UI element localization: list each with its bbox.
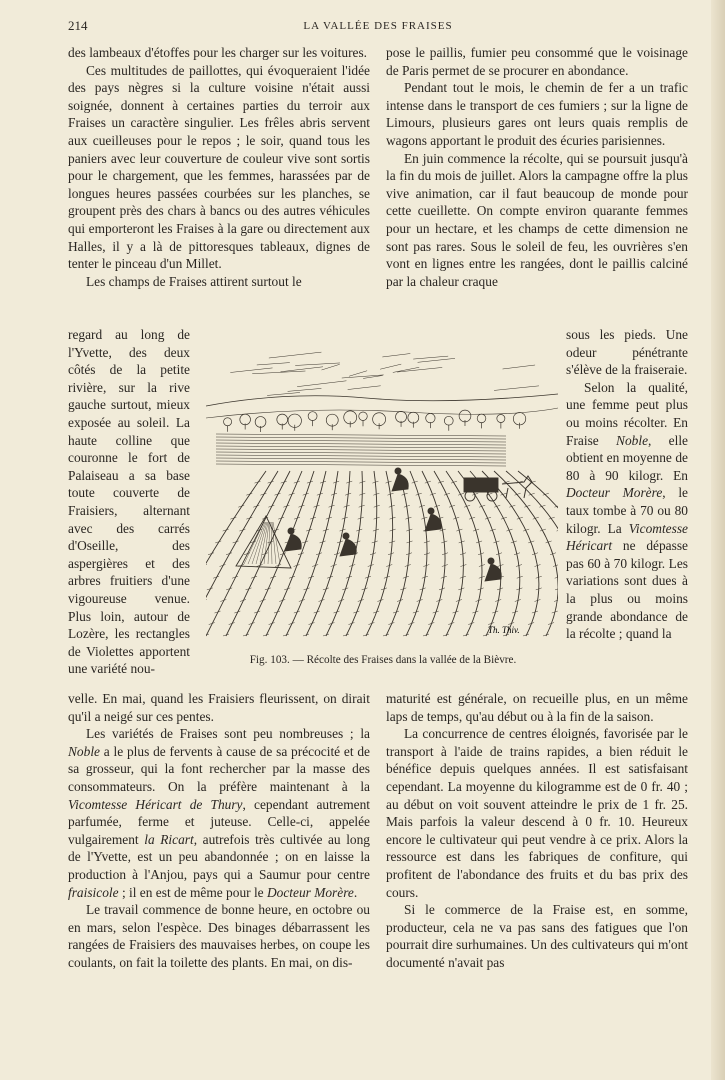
field-rows <box>206 434 558 636</box>
running-title: LA VALLÉE DES FRAISES <box>303 20 453 32</box>
strawberry-row <box>422 471 445 636</box>
sky-stroke <box>418 358 455 362</box>
harvester-body <box>425 514 441 531</box>
sky-stroke <box>257 363 290 365</box>
plant-mark <box>555 588 558 590</box>
strawberry-row <box>366 471 393 636</box>
tree <box>497 414 505 422</box>
tree <box>426 413 435 422</box>
sky-stroke <box>380 364 401 369</box>
harvester-body <box>392 474 408 491</box>
tree <box>477 414 486 423</box>
harvester-body <box>485 564 501 581</box>
sky-stroke <box>295 363 340 366</box>
paragraph: Les champs de Fraises attirent surtout le <box>86 273 302 289</box>
sky-stroke <box>322 364 340 370</box>
paragraph: En juin commence la récolte, qui se poursuit jusqu'à la fin du mois de juillet. Alors la campagne offre la plus vive animation, car il faut beaucoup de monde pour cette cueillette. On compte environ quarante femmes pour un hectare, et les champs de cette dimension ne sont pas rares. Sous le soleil de feu, les ouvrières s'en vont en lignes entre les rangées, dont le paillis calciné par la chaleur craque <box>386 150 688 289</box>
field-hatch <box>216 455 506 457</box>
field-hatch <box>216 434 506 436</box>
paragraph: Si le commerce de la Fraise est, en somme, producteur, cela ne va pas sans des fatigues que l'on pourrait dire surhumaines. Un des cultivateurs qui m'ont documenté n'avait pas <box>386 902 688 970</box>
paragraph: Le travail commence de bonne heure, en octobre ou en mars, selon l'espèce. Des binages débarrassent les rangées de Fraisiers des mauvaises herbes, on coupe les coulants, on fait la toilette des plants. En mai, on dis- <box>68 902 370 970</box>
harvester-head <box>288 528 295 535</box>
paragraph: pose le paillis, fumier peu consommé que le voisinage de Paris permet de se procurer en abondance. <box>386 45 688 78</box>
right-column-top <box>386 44 688 290</box>
artist-signature: Th. Thiv. <box>488 625 520 635</box>
field-hatch <box>216 464 506 466</box>
field-hatch <box>216 440 506 442</box>
sky-stroke <box>397 367 442 372</box>
strawberry-row <box>506 471 558 636</box>
plant-mark <box>206 565 207 567</box>
cart-body <box>464 478 498 492</box>
tree <box>277 414 288 425</box>
strawberry-row <box>286 471 338 636</box>
sky-stroke <box>494 386 539 391</box>
page-edge <box>711 0 725 1080</box>
paragraph: sous les pieds. Une odeur pénétrante s'élève de la fraiseraie. <box>566 327 688 378</box>
field-hatch <box>216 452 506 454</box>
paragraph: regard au long de l'Yvette, des deux côtés de la petite rivière, sur la rive gauche surtout, mieux exposée au soleil. La haute colline que couronne le fort de Palaiseau a sa base toute couverte de Fraisiers, alternant avec des carrés d'Oseille, des aspergières et des arbres fruitiers d'une vigoureuse venue. Plus loin, autour de Lozère, les rectangles de Violettes apportent une variété nou- <box>68 327 190 677</box>
tree <box>255 417 266 428</box>
paragraph: Pendant tout le mois, le chemin de fer a un trafic intense dans le transport de ces fumiers ; sur la ligne de Limours, plusieurs gares ont leurs quais remplis de wagons apportant le produit des écuries parisiennes. <box>386 80 688 148</box>
harvester-head <box>488 558 495 565</box>
sky-stroke <box>503 365 536 369</box>
field-hatch <box>216 449 506 451</box>
plant-mark <box>206 599 207 601</box>
harvester-body <box>285 534 301 551</box>
sky-stroke <box>267 392 300 395</box>
left-column-bottom <box>68 690 370 972</box>
tree-line <box>224 410 526 432</box>
paragraph: des lambeaux d'étoffes pour les charger sur les voitures. <box>68 45 368 60</box>
paragraph: velle. En mai, quand les Fraisiers fleurissent, on dirait qu'il a neigé sur ces pentes. <box>68 691 370 724</box>
paragraph: Ces multitudes de paillottes, qui évoqueraient l'idée des pays nègres si la culture voisine n'était aussi soignée, donnent à certaines parties du terroir aux Fraises un caractère singulier. Les frêles abris servent aux cueilleuses pour le repos ; le soir, quand tous les paniers avec leur couverture de couleur vive sont sortis pour le chargement, que les femmes, harassées par de longues heures passées courbées sur les planches, se groupent près des chars à bancs ou des autres véhicules qui emporteront les Fraises à la gare ou directement aux Halles, il y a là de pittoresques tableaux, dignes de tenter le pinceau d'un Millet. <box>68 62 370 272</box>
shelter-hatch <box>256 522 267 564</box>
field-hatch <box>216 461 506 463</box>
right-column-bottom <box>386 690 688 972</box>
strawberry-row <box>482 471 539 636</box>
horse-cart <box>464 476 532 501</box>
sky-stroke <box>413 356 448 359</box>
sky-strokes <box>230 352 539 395</box>
cart-wheel <box>465 491 475 501</box>
tree <box>359 412 367 420</box>
sky-stroke <box>348 386 381 390</box>
tree <box>396 411 407 422</box>
harvester-head <box>395 468 402 475</box>
field-hatch <box>216 446 506 448</box>
tree <box>308 412 317 421</box>
sky-stroke <box>252 371 305 374</box>
harvester-body <box>340 539 356 556</box>
sky-stroke <box>230 368 272 373</box>
paragraph: maturité est générale, on recueille plus, en un même laps de temps, qu'au début ou à la fin de la saison. <box>386 691 688 724</box>
distant-hills <box>206 394 558 418</box>
harvester-head <box>428 508 435 515</box>
page-number: 214 <box>68 18 88 33</box>
sky-stroke <box>349 371 367 377</box>
page-header <box>68 18 688 36</box>
figure-illustration <box>206 336 558 644</box>
left-column-top <box>68 44 370 290</box>
sky-stroke <box>288 388 322 391</box>
paragraph: Selon la qualité, une femme peut plus ou moins récolter. En Fraise Noble, elle obtient en moyenne de 80 à 90 kilogr. En Docteur Morère, le taux tombe à 70 ou 80 kilogr. La Vicomtesse Héricart ne dépasse pas 60 à 70 kilogr. Les variations sont dues à la plus ou moins grande abondance de la récolte ; quand la <box>566 379 688 642</box>
tree <box>408 412 419 423</box>
strawberry-harvest-engraving <box>206 336 558 644</box>
tree <box>224 418 232 426</box>
tree <box>444 416 453 425</box>
harvester-head <box>343 533 350 540</box>
right-narrow-column <box>566 326 688 643</box>
tree <box>240 414 251 425</box>
paragraph: La concurrence de centres éloignés, favorisée par le transport à l'aide de trains rapides, a bien réduit le bénéfice depuis quelques années. Il est satisfaisant cependant. La moyenne du kilogramme est de 0 fr. 40 ; au début on voit souvent atteindre le prix de 1 fr. 25. Mais parfois la valeur descend à 0 fr. 10. Heureux encore le cultivateur qui peut vendre à ce prix. Alors la ressource est dans les fabriques de confiture, qui profitent de l'abondance des fruits et du bas prix des cours. <box>386 726 688 900</box>
strawberry-row <box>206 471 278 636</box>
plant-mark <box>557 529 558 531</box>
hill-line <box>206 394 558 406</box>
sky-stroke <box>269 352 322 358</box>
paragraph: Les variétés de Fraises sont peu nombreuses ; la Noble a le plus de fervents à cause de sa précocité et de sa grosseur, qui la font rechercher par la masse des consommateurs. On la préfère maintenant à la Vicomtesse Héricart de Thury, cependant autrement parfumée, ferme et juteuse. Celle-ci, appelée vulgairement la Ricart, autrefois très cultivée au long de l'Yvette, est un peu abandonnée ; on en laisse la production à l'Anjou, pays qui a Saumur pour centre fraisicole ; il en est de même pour le Docteur Morère. <box>68 726 370 900</box>
sky-stroke <box>393 367 419 372</box>
field-hatch <box>216 458 506 460</box>
figure-caption: Fig. 103. — Récolte des Fraises dans la vallée de la Bièvre. <box>249 654 517 666</box>
sky-stroke <box>382 354 410 357</box>
sky-stroke <box>297 381 346 387</box>
field-hatch <box>216 443 506 445</box>
strawberry-row <box>206 471 266 636</box>
field-hatch <box>216 437 506 439</box>
left-narrow-column <box>68 326 190 678</box>
strawberry-row <box>226 471 302 636</box>
